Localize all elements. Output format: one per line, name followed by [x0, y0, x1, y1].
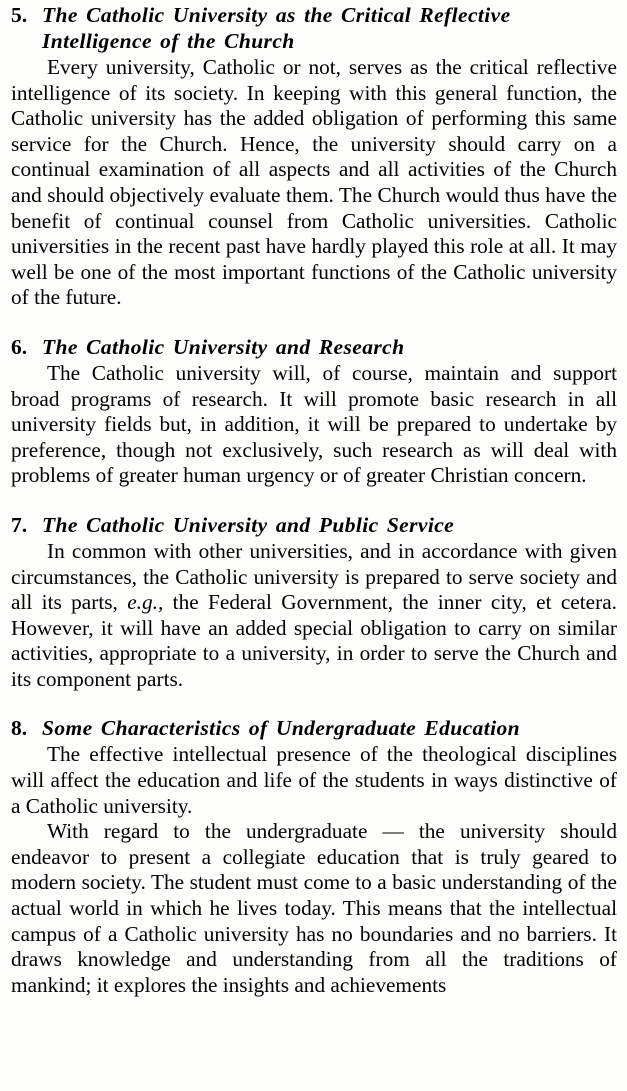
section-title-8: Some Characteristics of Undergraduate Education — [42, 716, 520, 741]
section-heading-5 — [11, 2, 617, 54]
page-content — [11, 2, 617, 998]
section-number-5: 5. — [11, 3, 28, 27]
spacer — [11, 489, 617, 512]
spacer — [11, 311, 617, 334]
section-heading-7 — [11, 512, 617, 538]
section-7-paragraph-1: In common with other universities, and in accordance with given circumstances, the Catholic university is prepared to serve society and all its parts, e.g., the Federal Government, the inner city, et cetera. However, it will have an added special obligation to carry on similar activities, appropriate to a university, in order to serve the Church and its component parts. — [11, 538, 617, 691]
section-number-8: 8. — [11, 716, 28, 741]
section-title-5: The Catholic University as the Critical Reflective Intelligence of the Church — [42, 3, 511, 53]
section-heading-6 — [11, 334, 617, 360]
section-number-6: 6. — [11, 334, 28, 359]
section-heading-8 — [11, 715, 617, 741]
section-8-paragraph-1: The effective intellectual presence of the theological disciplines will affect the education and life of the students in ways distinctive of a Catholic university. — [11, 742, 617, 818]
section-title-6: The Catholic University and Research — [42, 334, 405, 359]
section-number-7: 7. — [11, 512, 28, 537]
section-title-7: The Catholic University and Public Service — [42, 512, 455, 537]
section-6-paragraph-1: The Catholic university will, of course, maintain and support broad programs of research. It will promote basic research in all university fields but, in addition, it will be prepared to undertake by preference, though not exclusively, such research as will deal with problems of greater human urgency or of greater Christian concern. — [11, 360, 617, 488]
section-5-paragraph-1: Every university, Catholic or not, serves as the critical reflective intelligence of its society. In keeping with this general function, the Catholic university has the added obligation of performing this same service for the Church. Hence, the university should carry on a continual examination of all aspects and all activities of the Church and should objectively evaluate them. The Church would thus have the benefit of continual counsel from Catholic universities. Catholic universities in the recent past have hardly played this role at all. It may well be one of the most important functions of the Catholic university of the future. — [11, 55, 617, 310]
spacer — [11, 692, 617, 715]
section-8-paragraph-2: With regard to the undergraduate — the university should endeavor to present a collegiate education that is truly geared to modern society. The student must come to a basic understanding of the actual world in which he lives today. This means that the intellectual campus of a Catholic university has no boundaries and no barriers. It draws knowledge and understanding from all the traditions of mankind; it explores the insights and achievements — [11, 819, 617, 997]
